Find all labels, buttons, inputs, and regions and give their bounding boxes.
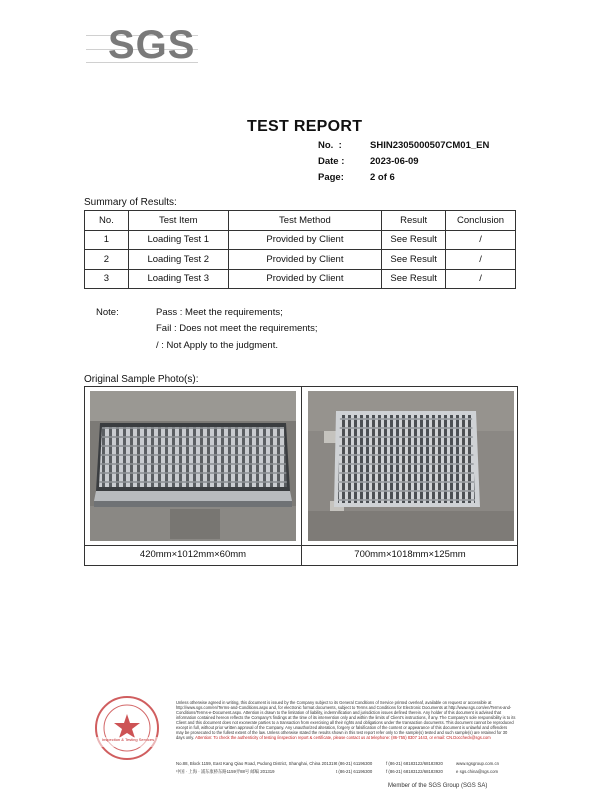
web-cn: e sgs.china@sgs.com bbox=[456, 769, 499, 774]
table-cell: 3 bbox=[85, 269, 129, 289]
terms-body: Unless otherwise agreed in writing, this document is issued by the Company subject to its General Conditions of Service printed overleaf, available on request or accessible at http://www.sgs.com/en/Terms-and-Conditions.aspx and, for electronic format documents, subject to Terms and Conditions for Electronic Documents at http://www.sgs.com/en/Terms-and-Conditions/Terms-e-Document.aspx. Attention is drawn to the limitation of liability, indemnification and jurisdiction issues defined therein. Any holder of this document is advised that information contained hereon reflects the Company's findings at the time of its intervention only and within the limits of Client's instructions, if any. The Company's sole responsibility is to its Client and this document does not exonerate parties to a transaction from exercising all their rights and obligations under the transaction documents. This document cannot be reproduced except in full, without prior written approval of the Company. Any unauthorized alteration, forgery or falsification of the content or appearance of this document is unlawful and offenders may be prosecuted to the fullest extent of the law. Unless otherwise stated the results shown in this test report refer only to the sample(s) tested and such sample(s) are retained for 30 days only. bbox=[176, 700, 516, 740]
sample-photo-2 bbox=[308, 391, 514, 541]
table-cell: Provided by Client bbox=[228, 230, 382, 250]
photos-table bbox=[84, 386, 518, 566]
table-cell: / bbox=[446, 269, 516, 289]
table-cell: 2 bbox=[85, 250, 129, 270]
fax-cn: f (86-21) 68183122/68183920 bbox=[386, 769, 443, 774]
note-label: Note: bbox=[96, 307, 119, 318]
web-en: www.sgsgroup.com.cn bbox=[456, 761, 499, 766]
column-header: Conclusion bbox=[446, 211, 516, 231]
photo-caption-2: 700mm×1018mm×125mm bbox=[354, 549, 466, 560]
address-en: No.88, Block 1159, East Kang Qiao Road, Pudong District, Shanghai, China 201319 bbox=[176, 761, 336, 766]
results-table bbox=[84, 210, 516, 289]
photo-caption-1: 420mm×1012mm×60mm bbox=[139, 549, 247, 560]
member-of-sgs: Member of the SGS Group (SGS SA) bbox=[388, 783, 488, 789]
column-header: Test Method bbox=[228, 211, 382, 231]
note-pass: Pass : Meet the requirements; bbox=[156, 307, 283, 318]
table-row bbox=[85, 250, 516, 270]
seal-text: Inspection & Testing Services bbox=[101, 737, 155, 742]
sample-photo-1 bbox=[90, 391, 296, 541]
photos-label: Original Sample Photo(s): bbox=[84, 374, 199, 385]
table-cell: Loading Test 2 bbox=[128, 250, 228, 270]
photo-divider bbox=[301, 387, 302, 565]
report-number bbox=[318, 140, 489, 151]
summary-label: Summary of Results: bbox=[84, 197, 177, 208]
grating-image-1 bbox=[90, 391, 296, 541]
note-na: / : Not Apply to the judgment. bbox=[156, 340, 278, 351]
inspection-seal bbox=[84, 693, 170, 763]
table-row bbox=[85, 230, 516, 250]
report-number-value: SHIN2305000507CM01_EN bbox=[370, 140, 490, 151]
table-cell: / bbox=[446, 250, 516, 270]
table-row bbox=[85, 269, 516, 289]
table-cell: Provided by Client bbox=[228, 250, 382, 270]
note-fail: Fail : Does not meet the requirements; bbox=[156, 323, 318, 334]
report-page-label: Page: bbox=[318, 172, 344, 183]
table-cell: See Result bbox=[382, 230, 446, 250]
address-cn: 中国 · 上海 · 浦东康桥东路1159弄88号 邮编 201319 bbox=[176, 769, 275, 774]
authenticity-warning: Attention: To check the authenticity of testing /inspection report & certificate, please contact us at telephone: (86-755) 8307 1443, or email: CN.Doccheck@sgs.com bbox=[195, 735, 491, 740]
tel-en: t (86-21) 61196300 bbox=[336, 761, 373, 766]
tel-cn: t (86-21) 61196300 bbox=[336, 769, 373, 774]
report-date-value: 2023-06-09 bbox=[370, 156, 419, 167]
table-cell: Provided by Client bbox=[228, 269, 382, 289]
column-header: No. bbox=[85, 211, 129, 231]
column-header: Result bbox=[382, 211, 446, 231]
table-cell: Loading Test 3 bbox=[128, 269, 228, 289]
grating-image-2 bbox=[308, 391, 514, 541]
terms-text bbox=[176, 700, 516, 740]
logo-text: SGS bbox=[108, 23, 196, 67]
table-cell: See Result bbox=[382, 250, 446, 270]
table-cell: / bbox=[446, 230, 516, 250]
seal-stamp-icon bbox=[84, 693, 170, 763]
table-header-row bbox=[85, 211, 516, 231]
sgs-logo bbox=[86, 22, 198, 68]
table-cell: See Result bbox=[382, 269, 446, 289]
table-cell: 1 bbox=[85, 230, 129, 250]
report-title: TEST REPORT bbox=[247, 118, 363, 135]
report-page-value: 2 of 6 bbox=[370, 172, 395, 183]
report-date bbox=[318, 156, 419, 167]
fax-en: f (86-21) 68183122/68183920 bbox=[386, 761, 443, 766]
table-cell: Loading Test 1 bbox=[128, 230, 228, 250]
column-header: Test Item bbox=[128, 211, 228, 231]
report-number-label: No. : bbox=[318, 140, 342, 151]
caption-divider bbox=[85, 545, 517, 546]
report-date-label: Date : bbox=[318, 156, 345, 167]
report-page bbox=[318, 172, 395, 183]
